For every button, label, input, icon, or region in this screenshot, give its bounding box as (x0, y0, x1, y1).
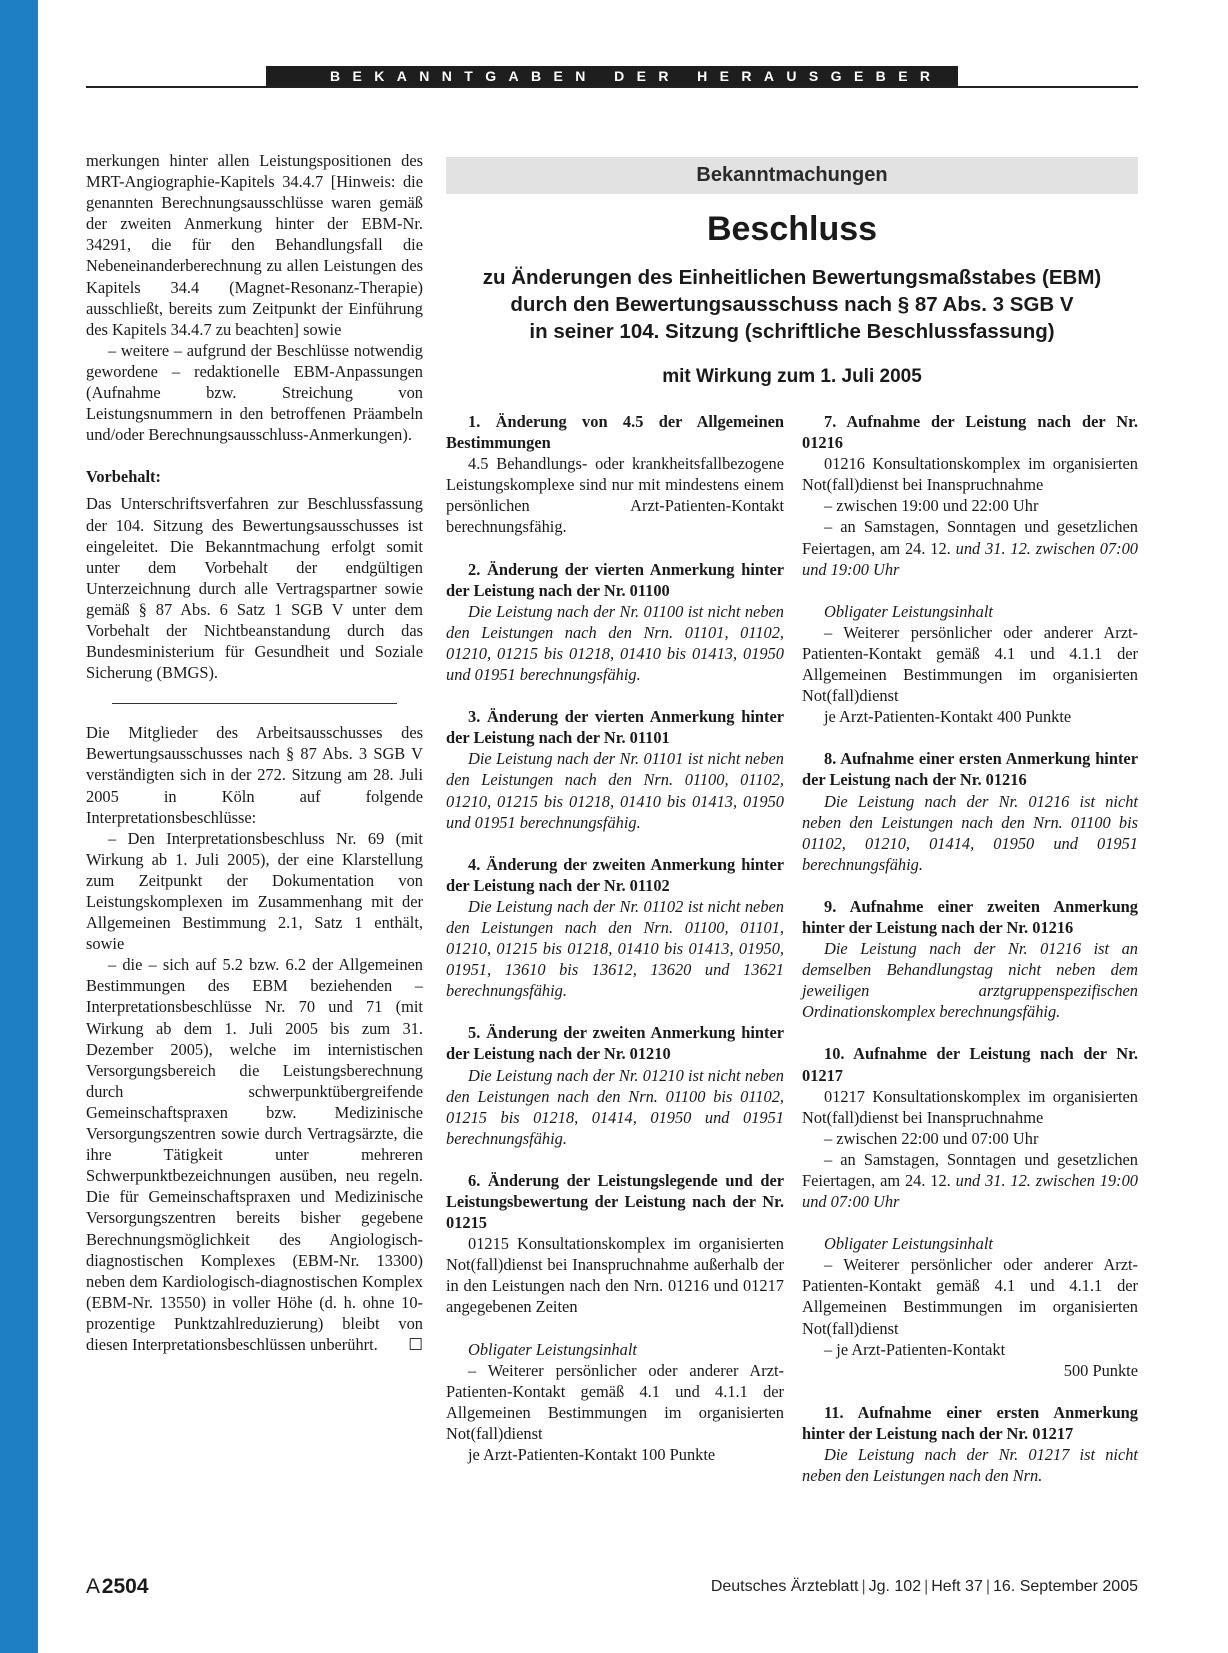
subtitle-line-2: durch den Bewertungsausschuss nach § 87 Abs. 3 SGB V (510, 293, 1074, 316)
header-rule (86, 86, 1138, 88)
section-10-heading: 10. Aufnahme der Leistung nach der Nr. 01217 (802, 1044, 1138, 1085)
section-7-content-text: – Weiterer persönlicher oder anderer Arzt-Patienten-Kontakt gemäß 4.1 und 4.1.1 der Allgemeinen Bestimmungen im organisierten Not(fall)dienst (802, 622, 1138, 706)
effective-date: mit Wirkung zum 1. Juli 2005 (662, 366, 922, 387)
section-9-heading: 9. Aufnahme einer zweiten Anmerkung hinter der Leistung nach der Nr. 01216 (802, 896, 1138, 937)
section-5-heading: 5. Änderung der zweiten Anmerkung hinter der Leistung nach der Nr. 01210 (446, 1023, 784, 1064)
intro-paragraph: merkungen hinter allen Leistungspositionen des MRT-Angiographie-Kapitels 34.4.7 [Hinweis: die genannten Berechnungsausschlüsse waren gemäß der zweiten Anmerkung hinter der EBM-Nr. 34291, die für den Behandlungsfall die Nebeneinanderberechnung zu allen Leistungen des Kapitels 34.4 (Magnet-Resonanz-Therapie) ausschließt, bereits zum Zeitpunkt der Einführung des Kapitels 34.4.7 zu beachten] sowie (86, 151, 423, 339)
section-9-text: Die Leistung nach der Nr. 01216 ist an demselben Behandlungstag nicht neben dem jeweiligen arztgruppenspezifischen Ordinationskomplex berechnungsfähig. (802, 939, 1138, 1022)
section-1-text: 4.5 Behandlungs- oder krankheitsfallbezogene Leistungskomplexe sind nur mit mindestens einem persönlichen Arzt-Patienten-Kontakt berechnungsfähig. (446, 454, 784, 537)
section-6-content-label: Obligater Leistungsinhalt (468, 1339, 637, 1359)
section-2-text: Die Leistung nach der Nr. 01100 ist nicht neben den Leistungen nach den Nrn. 01101, 01102, 01210, 01215 bis 01218, 01410 bis 01413, 01950 und 01951 berechnungsfähig. (446, 601, 784, 685)
journal-date: 16. September 2005 (993, 1578, 1138, 1595)
section-6-heading: 6. Änderung der Leistungslegende und der Leistungsbewertung der Leistung nach der Nr. 01215 (446, 1170, 784, 1233)
section-8-heading: 8. Aufnahme einer ersten Anmerkung hinter der Leistung nach der Nr. 01216 (802, 749, 1138, 790)
section-10-per-contact: – je Arzt-Patienten-Kontakt (824, 1339, 1006, 1359)
page-title: Beschluss (706, 210, 878, 248)
page-number-value: 2504 (101, 1575, 149, 1598)
banner-bekanntmachungen: Bekanntmachungen (446, 157, 1138, 194)
section-7-time-2-plain: – an Samstagen, Sonntagen und gesetzlichen Feiertagen, am 24. 12. (802, 517, 1138, 558)
section-4-text: Die Leistung nach der Nr. 01102 ist nicht neben den Leistungen nach den Nrn. 01100, 01101, 01210, 01215 bis 01218, 01410 bis 01413, 01950, 01951, 13610 bis 13612, 13620 und 13621 berechnungsfähig. (446, 896, 784, 1001)
section-10-points: 500 Punkte (1063, 1360, 1138, 1380)
section-10-time-2 (802, 1149, 1138, 1212)
subtitle-line-3: in seiner 104. Sitzung (schriftliche Beschlussfassung) (529, 320, 1055, 343)
section-8-text: Die Leistung nach der Nr. 01216 ist nicht neben den Leistungen nach den Nrn. 01100 bis 01102, 01210, 01414, 01950 und 01951 berechnungsfähig. (802, 791, 1138, 874)
section-7-content-label: Obligater Leistungsinhalt (824, 601, 993, 621)
reservation-heading: Vorbehalt: (86, 467, 161, 487)
section-10-content-label: Obligater Leistungsinhalt (824, 1234, 993, 1254)
side-color-bar (0, 0, 38, 1653)
section-10-text: 01217 Konsultationskomplex im organisierten Not(fall)dienst bei Inanspruchnahme (802, 1086, 1138, 1127)
footer-citation: Deutsches Ärzteblatt | Jg. 102 | Heft 37 | 16. September 2005 (710, 1578, 1138, 1595)
section-7-time-2-italic: und 31. 12. zwischen 07:00 und 19:00 Uhr (802, 538, 1138, 579)
section-6-points: je Arzt-Patienten-Kontakt 100 Punkte (468, 1445, 716, 1465)
section-3-text: Die Leistung nach der Nr. 01101 ist nicht neben den Leistungen nach den Nrn. 01100, 01102, 01210, 01215 bis 01218, 01410 bis 01413, 01950 und 01951 berechnungsfähig. (446, 749, 784, 832)
section-header: BEKANNTGABEN DER HERAUSGEBER (266, 66, 958, 86)
journal-issue: Heft 37 (931, 1578, 983, 1595)
section-11-heading: 11. Aufnahme einer ersten Anmerkung hinter der Leistung nach der Nr. 01217 (802, 1402, 1138, 1443)
members-item-2-text: – die – sich auf 5.2 bzw. 6.2 der Allgemeinen Bestimmungen des EBM beziehenden – Interpretationsbeschlüsse Nr. 70 und 71 (mit Wirkung ab dem 1. Juli 2005 bis zum 31. Dezember 2005), welche im internistischen Versorgungsbereich die Leistungsberechnung durch schwerpunktübergreifende Gemeinschaftspraxen bzw. Medizinische Versorgungszentren sowie durch Vertragsärzte, die ihre Tätigkeit unter mehreren Schwerpunktbezeichnungen ausüben, neu regeln. Die für Gemeinschaftspraxen und Medizinische Versorgungszentren bereits bisher gegebene Berechnungsmöglichkeit des Angiologisch-diagnostischen Komplexes (EBM-Nr. 13300) neben dem Kardiologisch-diagnostischen Komplex (EBM-Nr. 13550) in voller Höhe (d. h. ohne 10-prozentige Punktzahlreduzierung) bleibt von diesen Interpretationsbeschlüssen unberührt. (86, 955, 423, 1354)
journal-name: Deutsches Ärzteblatt (710, 1578, 859, 1595)
reservation-text: Das Unterschriftsverfahren zur Beschlussfassung der 104. Sitzung des Bewertungsausschusses ist eingeleitet. Die Bekanntmachung erfolgt somit unter dem Vorbehalt der endgültigen Unterzeichnung durch alle Vertragspartner sowie gemäß § 87 Abs. 6 Satz 1 SGB V unter dem Vorbehalt der Nichtbeanstandung durch das Bundesministerium für Gesundheit und Soziale Sicherung (BMGS). (86, 494, 423, 683)
section-6-text: 01215 Konsultationskomplex im organisierten Not(fall)dienst bei Inanspruchnahme außerhalb der in den Leistungen nach den Nrn. 01216 und 01217 angegebenen Zeiten (446, 1234, 784, 1317)
section-10-time-2-plain: – an Samstagen, Sonntagen und gesetzlichen Feiertagen, am 24. 12. (802, 1149, 1138, 1190)
page-prefix: A (86, 1575, 101, 1598)
section-5-text: Die Leistung nach der Nr. 01210 ist nicht neben den Leistungen nach den Nrn. 01100 bis 01102, 01215 bis 01218, 01414, 01950 und 01951 berechnungsfähig. (446, 1065, 784, 1148)
section-4-heading: 4. Änderung der zweiten Anmerkung hinter der Leistung nach der Nr. 01102 (446, 854, 784, 895)
journal-volume: Jg. 102 (868, 1578, 922, 1595)
members-item-1: – Den Interpretationsbeschluss Nr. 69 (mit Wirkung ab 1. Juli 2005), der eine Klarstellung zum Zeitpunkt der Dokumentation von Leistungskomplexen im Zusammenhang mit der Allgemeinen Bestimmung 2.1, Satz 1 enthält, sowie (86, 828, 423, 954)
section-7-time-2 (802, 516, 1138, 579)
middle-column (446, 411, 784, 1465)
section-7-text: 01216 Konsultationskomplex im organisierten Not(fall)dienst bei Inanspruchnahme (802, 454, 1138, 495)
section-1-heading: 1. Änderung von 4.5 der Allgemeinen Bestimmungen (446, 412, 784, 453)
section-6-content-text: – Weiterer persönlicher oder anderer Arzt-Patienten-Kontakt gemäß 4.1 und 4.1.1 der Allgemeinen Bestimmungen im organisierten Not(fall)dienst (446, 1360, 784, 1443)
section-10-content-text: – Weiterer persönlicher oder anderer Arzt-Patienten-Kontakt gemäß 4.1 und 4.1.1 der Allgemeinen Bestimmungen im organisierten Not(fall)dienst (802, 1255, 1138, 1338)
members-item-2 (86, 954, 423, 1355)
subtitle-line-1: zu Änderungen des Einheitlichen Bewertungsmaßstabes (EBM) (482, 266, 1102, 289)
section-11-text: Die Leistung nach der Nr. 01217 ist nicht neben den Leistungen nach den Nrn. (802, 1445, 1138, 1486)
intro-item: – weitere – aufgrund der Beschlüsse notwendig gewordene – redaktionelle EBM-Anpassungen (Aufnahme bzw. Streichung von Leistungsnummern in den betroffenen Präambeln und/oder Berechnungsausschluss-Anmerkungen). (86, 340, 423, 445)
section-10-time-2-italic: und 31. 12. zwischen 19:00 und 07:00 Uhr (802, 1171, 1138, 1212)
page-number (86, 1575, 149, 1599)
section-7-points: je Arzt-Patienten-Kontakt 400 Punkte (824, 707, 1072, 727)
section-10-time-1: – zwischen 22:00 und 07:00 Uhr (824, 1128, 1039, 1148)
subtitle (446, 264, 1138, 345)
separator-rule (112, 703, 397, 704)
end-mark-icon: ☐ (408, 1334, 423, 1354)
left-column (86, 150, 423, 1355)
right-column (802, 411, 1138, 1486)
section-7-heading: 7. Aufnahme der Leistung nach der Nr. 01216 (802, 412, 1138, 453)
section-7-time-1: – zwischen 19:00 und 22:00 Uhr (824, 496, 1039, 516)
section-2-heading: 2. Änderung der vierten Anmerkung hinter der Leistung nach der Nr. 01100 (446, 559, 784, 600)
section-3-heading: 3. Änderung der vierten Anmerkung hinter der Leistung nach der Nr. 01101 (446, 707, 784, 748)
members-paragraph: Die Mitglieder des Arbeitsausschusses des Bewertungsausschusses nach § 87 Abs. 3 SGB V verständigten sich in der 272. Sitzung am 28. Juli 2005 in Köln auf folgende Interpretationsbeschlüsse: (86, 723, 423, 827)
